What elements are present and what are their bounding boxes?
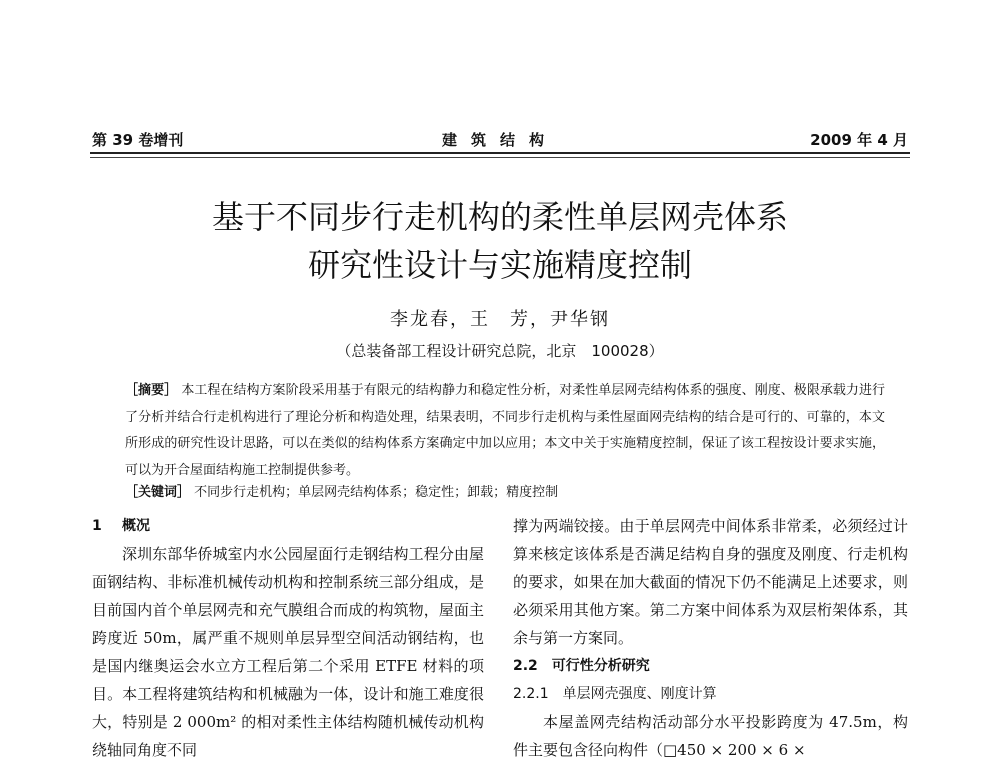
keywords — [125, 482, 885, 504]
body-paragraph-overview: 深圳东部华侨城室内水公园屋面行走钢结构工程分由屋面钢结构、非标准机械传动机构和控制系统三部分组成，是目前国内首个单层网壳和充气膜组合而成的构筑物，屋面主跨度近 50m，属严重不规则单层异型空间活动钢结构，也是国内继奥运会水立方工程后第二个采用 ETFE 材料的项目。本工程将建筑结构和机械融为一体，设计和施工难度很大，特别是 2 000m² 的相对柔性主体结构随机械传动机构绕轴同角度不同 — [92, 545, 484, 759]
abstract-text: 本工程在结构方案阶段采用基于有限元的结构静力和稳定性分析，对柔性单层网壳结构体系的强度、刚度、极限承载力进行了分析并结合行走机构进行了理论分析和构造处理，结果表明，不同步行走机构与柔性屋面网壳结构的结合是可行的、可靠的，本文所形成的研究性设计思路，可以在类似的结构体系方案确定中加以应用；本文中关于实施精度控制，保证了该工程按设计要求实施，可以为开合屋面结构施工控制提供参考。 — [125, 383, 885, 478]
body-paragraph-continued: 撑为两端铰接。由于单层网壳中间体系非常柔，必须经过计算来核定该体系是否满足结构自身的强度及刚度、行走机构的要求，如果在加大截面的情况下仍不能满足上述要求，则必须采用其他方案。第二方案中间体系为双层桁架体系，其余与第一方案同。 — [513, 517, 908, 647]
right-column — [513, 512, 908, 764]
authors: 李龙春，王 芳，尹华钢 — [390, 309, 610, 330]
subsubsection-heading: 2.2.1 单层网壳强度、刚度计算 — [513, 686, 717, 702]
body-paragraph-calc: 本屋盖网壳结构活动部分水平投影跨度为 47.5m，构件主要包含径向构件（□450 × 200 × 6 × — [513, 713, 908, 759]
keywords-label: ［关键词］ — [125, 485, 191, 500]
section-number: 1 — [92, 518, 102, 534]
subsection-heading: 2.2 可行性分析研究 — [513, 658, 650, 674]
keywords-text: 不同步行走机构；单层网壳结构体系；稳定性；卸载；精度控制 — [194, 485, 559, 500]
journal-name: 建筑结构 — [441, 131, 558, 149]
paper-title-line1: 基于不同步行走机构的柔性单层网壳体系 — [211, 198, 788, 236]
journal-volume: 第 39 卷增刊 — [92, 131, 184, 149]
header-rule — [90, 152, 910, 154]
issue-date: 2009 年 4 月 — [810, 131, 908, 149]
abstract — [125, 378, 885, 484]
paper-title-line2: 研究性设计与实施精度控制 — [307, 246, 692, 284]
abstract-label: ［摘要］ — [125, 383, 178, 398]
left-column — [92, 512, 484, 764]
section-title: 概况 — [122, 518, 150, 534]
section-heading-1 — [92, 512, 484, 540]
header-rule-thin — [90, 157, 910, 158]
affiliation: （总装备部工程设计研究总院，北京 100028） — [336, 342, 664, 360]
